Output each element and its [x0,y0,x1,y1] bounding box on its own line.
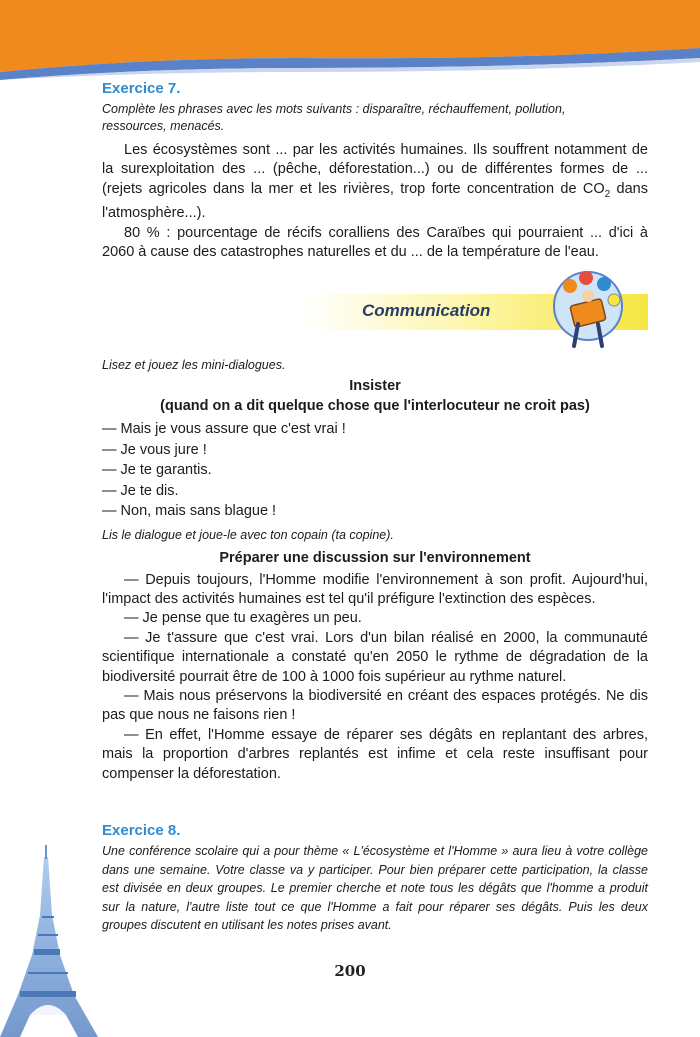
eiffel-tower-icon [0,845,110,1037]
communication-instruction2: Lis le dialogue et joue-le avec ton copain (ta copine). [102,527,394,542]
insist-line: — Je vous jure ! [102,441,207,458]
communication-instruction: Lisez et jouez les mini-dialogues. [102,358,286,372]
insist-line: — Mais je vous assure que c'est vrai ! [102,421,346,437]
communication-section [102,357,648,784]
insist-line: — Non, mais sans blague ! [102,503,277,519]
exercise8-text: Une conférence scolaire qui a pour thème « L'écosystème et l'Homme » aura lieu à votre collège dans une semaine. Votre classe va y participer. Pour bien préparer cette participation, la classe est divisée en deux groupes. Le premier cherche et note tous les dégâts que l'homme a produit sur la nature, l'autre liste tout ce que l'Homme a fait pour réparer ses dégâts. Puis les deux groupes discutent en utilisant les notes prises avant. [102,844,648,932]
dialogue-line: — Mais nous préservons la biodiversité en créant des espaces protégés. Ne dis pas que nous ne faisons rien ! [102,687,648,724]
dialogue-heading: Préparer une discussion sur l'environnement [219,549,531,566]
top-band-decoration [0,0,700,80]
communication-heading: Insister [349,378,401,394]
dialogue-line: — Je t'assure que c'est vrai. Lors d'un bilan réalisé en 2000, la communauté scientifique internationale a constaté qu'en 2050 le rythme de dégradation de la biodiversité pourrait être de 100 à 1000 fois supérieur au rythme naturel. [102,629,648,685]
communication-icon [548,266,628,354]
insist-line: — Je te garantis. [102,462,212,478]
insist-line: — Je te dis. [102,482,179,499]
exercise8-section [102,822,648,935]
insist-lines [102,419,648,522]
exercise7-instruction-line2: ressources, menacés. [102,119,225,133]
exercise8-title: Exercice 8. [102,822,181,839]
exercise7-paragraph1-text: Les écosystèmes sont ... par les activités humaines. Ils souffrent notamment de la surexploitation des ... (pêche, déforestation...) ou de différentes formes de ... (rejets agricoles dans la mer et les rivières, trop forte concentration de CO [102,142,648,197]
dialogue [102,571,648,784]
exercise7-title: Exercice 7. [102,80,181,97]
communication-title: Communication [362,301,491,320]
communication-subheading: (quand on a dit quelque chose que l'interlocuteur ne croit pas) [160,398,590,414]
dialogue-line: — Depuis toujours, l'Homme modifie l'environnement à son profit. Aujourd'hui, l'impact des activités humaines est tel qu'il préfigure l'extinction des espèces. [102,571,648,607]
dialogue-line: — Je pense que tu exagères un peu. [124,610,362,627]
page-number: 200 [334,962,366,980]
exercise7-instruction-line1: Complète les phrases avec les mots suivants : disparaître, réchauffement, pollution, [102,102,566,116]
dialogue-line: — En effet, l'Homme essaye de réparer ses dégâts en replantant des arbres, mais la proportion d'arbres replantés est infime et cela reste insuffisant pour compenser la déforestation. [102,726,648,782]
exercise7-paragraph2: 80 % : pourcentage de récifs coralliens des Caraïbes qui pourraient ... d'ici à 2060 à cause des catastrophes naturelles et du ... de la température de l'eau. [102,224,648,260]
exercise7-paragraph1-end: dans l'atmosphère...). [102,180,648,222]
exercise7-section [102,80,648,262]
exercise7-paragraph1 [102,141,648,224]
co2-subscript: 2 [604,188,611,200]
